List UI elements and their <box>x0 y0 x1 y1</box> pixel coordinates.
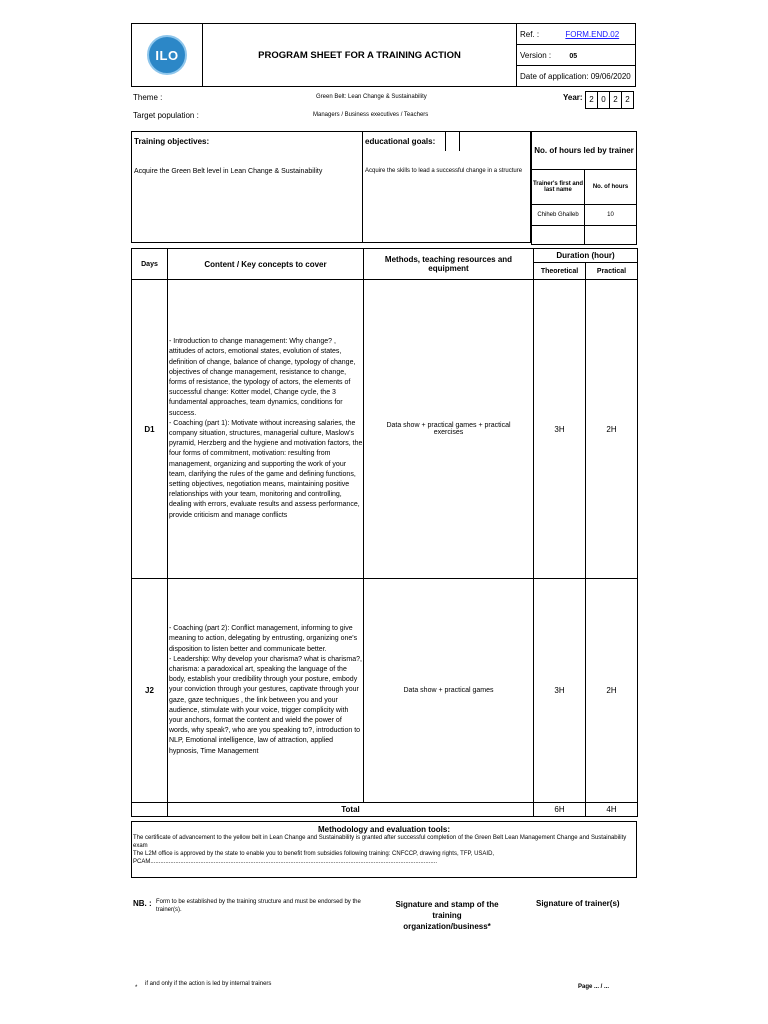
total-theoretical: 6H <box>534 803 586 817</box>
document-title: PROGRAM SHEET FOR A TRAINING ACTION <box>203 24 517 87</box>
col-methods: Methods, teaching resources and equipment <box>364 249 534 280</box>
goal-divider <box>459 131 460 151</box>
row-methods: Data show + practical games + practical exercises <box>364 280 534 579</box>
training-objectives-value: Acquire the Green Belt level in Lean Change & Sustainability <box>134 168 323 175</box>
trainer-hours-header: No. of hours <box>585 170 637 205</box>
footnote-mark: * <box>135 985 138 991</box>
logo-cell <box>132 24 203 87</box>
ref-link[interactable]: FORM.END.02 <box>565 29 620 39</box>
row-day: J2 <box>132 579 168 803</box>
trainer-hours: 10 <box>585 205 637 226</box>
row-content: - Introduction to change management: Why change? , attitudes of actors, emotional states, evolution of states, definition of change, balance of change, typology of change, objectives of change management, resistance to change, forms of resistance, the typology of actors, the elements of successful change: Kotter model, Change cycle, the 3 fundamental approaches, team dynamics, conditions for success. - Coaching (part 1): Motivate without increasing salaries, the company situation, structures, managerial culture, Maslow's pyramid, Herzberg and the hygiene and motivation factors, the four forms of commitment, motivation: resulting from management, organizing and supporting the work of your team, clarifying the rules of the game and defining functions, setting objectives, negotiation means, maintaining positive relationships with your team, monitoring and controlling, dealing with errors, evaluate results and assess performance, provide criticism and manage conflicts <box>168 280 364 579</box>
row-theoretical: 3H <box>534 579 586 803</box>
year-digit: 0 <box>597 91 610 109</box>
date-of-application: Date of application: 09/06/2020 <box>517 66 636 87</box>
trainer-name-header: Trainer's first and last name <box>532 170 585 205</box>
methodology-line: The certificate of advancement to the yellow belt in Lean Change and Sustainability is granted after successful completion of the Green Belt Lean Management Change and Sustainability exam <box>133 835 627 849</box>
objectives-divider <box>362 131 363 243</box>
version-label: Version : <box>520 50 552 60</box>
header-table <box>131 23 636 87</box>
page-number: Page ... / ... <box>578 984 610 990</box>
methodology-box <box>131 821 637 878</box>
footnote-text: if and only if the action is led by internal trainers <box>145 981 272 987</box>
methodology-title: Methodology and evaluation tools: <box>318 825 450 834</box>
year-boxes <box>586 89 634 109</box>
col-content: Content / Key concepts to cover <box>168 249 364 280</box>
total-row <box>132 803 638 817</box>
nb-text: Form to be established by the training structure and must be endorsed by the trainer(s). <box>156 899 361 913</box>
empty-cell <box>132 803 168 817</box>
methodology-line: PCAM............................................................................................................................................................................ <box>133 859 438 865</box>
row-day: D1 <box>132 280 168 579</box>
hours-header: No. of hours led by trainer <box>532 132 637 170</box>
row-practical: 2H <box>586 579 638 803</box>
training-objectives-label: Training objectives: <box>134 137 210 146</box>
year-digit: 2 <box>609 91 622 109</box>
col-duration: Duration (hour) <box>534 249 638 263</box>
trainer-name: Chiheb Ghalleb <box>532 205 585 226</box>
row-methods: Data show + practical games <box>364 579 534 803</box>
objectives-box <box>131 131 531 243</box>
signature-organization: Signature and stamp of the training organization/business* <box>395 900 499 931</box>
nb-label: NB. : <box>133 899 152 908</box>
goal-divider <box>445 131 446 151</box>
program-row <box>132 579 638 803</box>
ref-label: Ref. : <box>520 29 540 39</box>
col-days: Days <box>132 249 168 280</box>
col-theoretical: Theoretical <box>534 263 586 280</box>
program-row <box>132 280 638 579</box>
version-value: 05 <box>569 52 578 60</box>
empty-cell <box>585 226 637 245</box>
educational-goals-label: educational goals: <box>365 137 436 146</box>
col-practical: Practical <box>586 263 638 280</box>
row-content: - Coaching (part 2): Conflict management, informing to give meaning to action, delegating by entrusting, organizing one's disposition to listen better and communicate better. - Leadership: Why develop your charisma? what is charisma?, charisma: a paradoxical art, speaking the language of the body, establish your credibility through your posture, embody your conviction through your gestures, captivate through your gaze, gaze techniques , the link between you and your audience, stimulate with your voice, trigger complicity with your anchors, format the content and wield the power of words, why speak?, who are you speaking to?, introduction to NLP, Emotional intelligence, law of attraction, applied hypnosis, Time Management <box>168 579 364 803</box>
signature-trainer: Signature of trainer(s) <box>536 899 620 908</box>
program-table <box>131 248 638 817</box>
year-digit: 2 <box>621 91 634 109</box>
methodology-line: The L2M office is approved by the state to enable you to benefit from subsidies following training: CNFCCP, drawing rights, TFP, USAID, <box>133 851 495 857</box>
year-label: Year: <box>563 93 583 102</box>
empty-cell <box>532 226 585 245</box>
trainer-hours-table <box>531 131 637 245</box>
year-digit: 2 <box>585 91 598 109</box>
total-label: Total <box>168 803 534 817</box>
theme-label: Theme : <box>133 93 163 102</box>
target-label: Target population : <box>133 111 199 120</box>
educational-goals-value: Acquire the skills to lead a successful change in a structure <box>365 168 523 174</box>
total-practical: 4H <box>586 803 638 817</box>
target-value: Managers / Business executives / Teachers <box>313 112 429 118</box>
logo-text: ILO <box>155 47 179 63</box>
ilo-logo <box>147 35 187 75</box>
row-practical: 2H <box>586 280 638 579</box>
theme-value: Green Belt: Lean Change & Sustainability <box>316 94 427 100</box>
row-theoretical: 3H <box>534 280 586 579</box>
